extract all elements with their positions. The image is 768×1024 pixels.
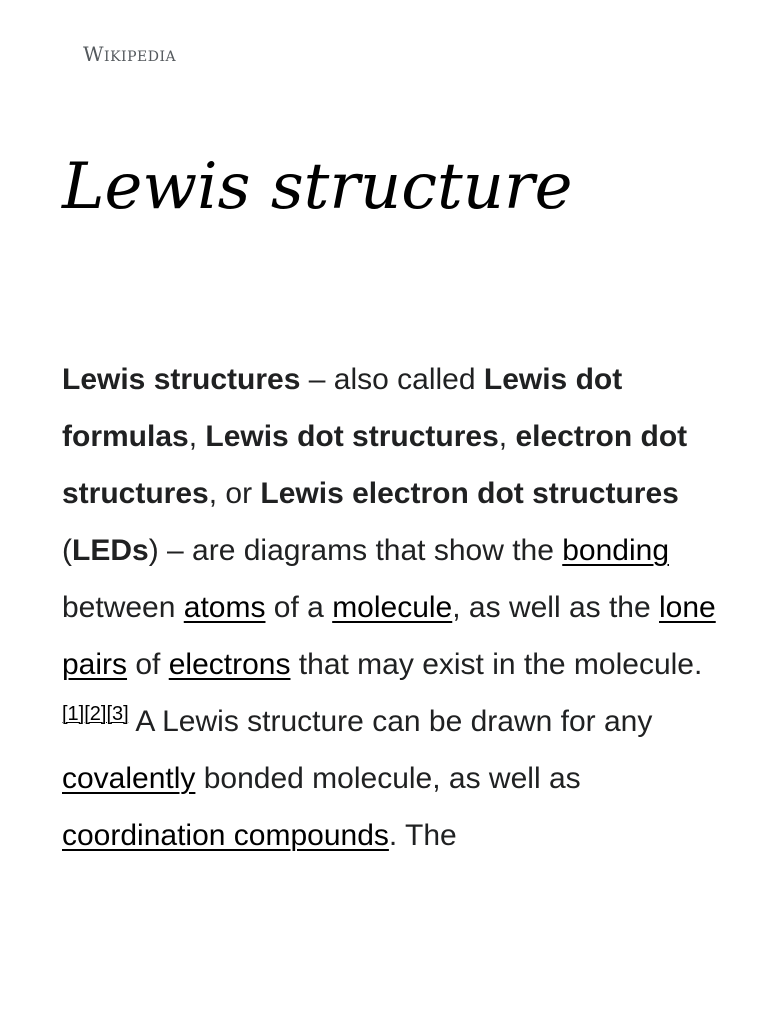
text-run: of — [127, 648, 169, 681]
text-run: that may exist in the molecule. — [290, 648, 703, 681]
text-run: A Lewis structure can be drawn for any — [128, 705, 653, 738]
wikipedia-logo[interactable]: Wikipedia — [83, 42, 177, 66]
link-coordination-compounds[interactable]: coordination compounds — [62, 819, 389, 852]
text-run: – also called — [300, 363, 484, 396]
citation-refs — [62, 703, 129, 725]
text-run: ( — [62, 534, 72, 567]
link-covalently[interactable]: covalently — [62, 762, 196, 795]
citation-ref-1[interactable]: [1] — [62, 703, 85, 725]
text-run: , as well as the — [452, 591, 660, 624]
lead-paragraph — [62, 351, 722, 864]
bold-term: Lewis structures — [62, 363, 301, 396]
text-run: , or — [208, 477, 261, 510]
bold-term: Lewis electron dot structures — [260, 477, 679, 510]
text-run: , — [188, 420, 206, 453]
bold-term: electron dot structures — [62, 420, 688, 510]
text-run: of a — [265, 591, 333, 624]
link-electrons[interactable]: electrons — [168, 648, 291, 681]
link-atoms[interactable]: atoms — [183, 591, 266, 624]
text-run: . The — [388, 819, 457, 852]
link-molecule[interactable]: molecule — [332, 591, 453, 624]
citation-ref-2[interactable]: [2] — [84, 703, 107, 725]
text-run: between — [62, 591, 184, 624]
text-run: bonded molecule, as well as — [195, 762, 581, 795]
citation-ref-3[interactable]: [3] — [106, 703, 129, 725]
bold-term: Lewis dot structures — [205, 420, 499, 453]
text-run: , — [498, 420, 516, 453]
link-lone-pairs[interactable]: lone pairs — [62, 591, 716, 681]
bold-term: Lewis dot formulas — [62, 363, 623, 453]
bold-term: LEDs — [72, 534, 149, 567]
page-title: Lewis structure — [62, 150, 573, 224]
text-run: ) – are diagrams that show the — [148, 534, 563, 567]
link-bonding[interactable]: bonding — [562, 534, 670, 567]
